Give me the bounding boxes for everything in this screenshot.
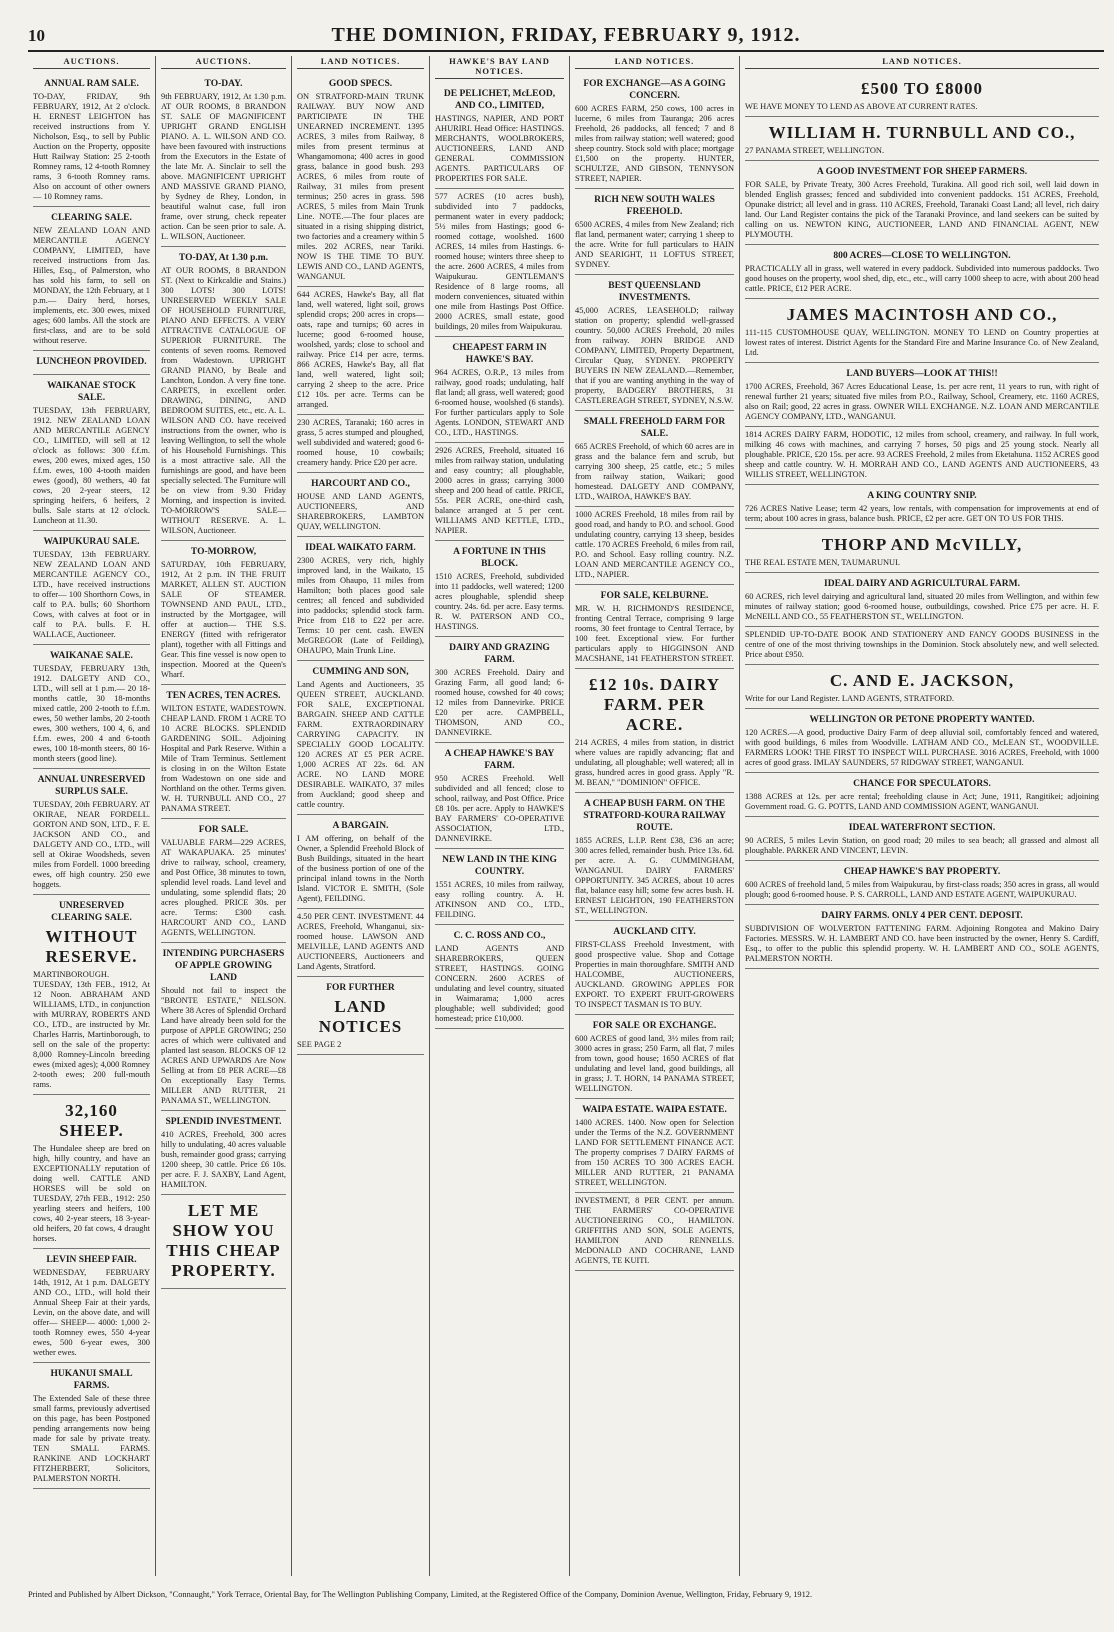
classified-ad (297, 415, 424, 473)
ad-body: 1510 ACRES, Freehold, subdivided into 11 paddocks, well watered; 1200 acres ploughable, splendid sheep country. 24s. 6d. per acre. Easy terms. R. W. PATERSON AND CO., HASTINGS. (435, 572, 564, 631)
classified-ad (575, 411, 734, 507)
ad-title: CLEARING SALE. (51, 213, 132, 223)
classified-ad (33, 645, 150, 769)
classified-ad (33, 769, 150, 895)
ad-body: SATURDAY, 10th FEBRUARY, 1912, At 2 p.m. IN THE FRUIT MARKET, ALLEN ST. AUCTION SALE OF STEAMER. TOWNSEND AND PAUL, LTD., instructed by the Mortgagee, will offer at auction— THE S.S. ENERGY (fitted with refrigerator plant), together with all Fittings and Gear. This fine vessel is now open to inspection. Moored at the Queen's Wharf. (161, 560, 286, 679)
classified-ad (161, 685, 286, 819)
classified-ad (575, 669, 734, 793)
ad-column (430, 56, 570, 1576)
ad-body: 600 ACRES of good land, 3½ miles from rail; 3000 acres in grass; 250 Farm, all flat, 7 miles from town, good house; 1650 ACRES of flat undulating and level land, good buildings, all in grass; J. T. HORN, 14 PANAMA STREET, WELLINGTON. (575, 1034, 734, 1093)
classified-ad (575, 275, 734, 411)
ad-body: LAND AGENTS AND SHAREBROKERS, QUEEN STREET, HASTINGS. GOING CONCERN. 2600 ACRES of undulating and level country, situated in Waimarama; 1,000 acres ploughable; well subdivided; good homestead; price £10,000. (435, 944, 564, 1023)
ad-body: 230 ACRES, Taranaki; 160 acres in grass, 5 acres stumped and ploughed, well subdivided and watered; good 6-roomed house, 10 cowbails; creamery handy. Price £20 per acre. (297, 418, 424, 467)
ad-column (28, 56, 156, 1576)
ad-body: I AM offering, on behalf of the Owner, a Splendid Freehold Block of Bush Buildings, situated in the heart of the business portion of one of the principal inland towns in the North Island. VICTOR E. SMITH, (Sole Agent), FEILDING. (297, 834, 424, 903)
classified-ad (33, 895, 150, 1095)
classified-ad (575, 1015, 734, 1099)
classified-ad (161, 541, 286, 685)
ad-headline: 32,160 SHEEP. (59, 1101, 124, 1140)
ad-title: HARCOURT AND CO., (311, 479, 410, 489)
ad-title: TEN ACRES, TEN ACRES. (166, 691, 281, 701)
ad-title: TO-DAY. (204, 79, 243, 89)
ad-body: 1551 ACRES, 10 miles from railway, easy rolling country. A. H. ATKINSON AND CO., LTD., FEILDING. (435, 880, 564, 919)
ad-body: TUESDAY, FEBRUARY 13th, 1912. DALGETY AND CO., LTD., will sell at 1 p.m.— 20 18-months cattle, 30 18-months mixed cattle, 200 2-tooth to f.f.m. ewes, 50 wether lambs, 20 2-tooth ewes, 300 wethers, 100 4, 6, and f.f.m. ewes, 200 4 and 6-tooth ewes, 100 18-month steers, 80 16-month steers (good line). (33, 664, 150, 763)
ad-headline: LAND NOTICES (318, 997, 403, 1036)
classified-ad (745, 627, 1099, 665)
ad-body: Land Agents and Auctioneers, 35 QUEEN STREET, AUCKLAND. FOR SALE, EXCEPTIONAL BARGAIN. SHEEP AND CATTLE FARM. EXTRAORDINARY CARRYING CAPACITY. IN SPECIALLY GOOD LOCALITY. 120 ACRES AT £5 PER ACRE. 1,000 ACRES AT 22s. 6d. AN ACRE. NO LAND MORE DESIRABLE. WAIKATO, 37 miles from Auckland; good sheep and cattle country. (297, 680, 424, 809)
classified-ad (575, 189, 734, 275)
classified-ad (297, 537, 424, 661)
classified-ad (745, 573, 1099, 627)
classified-ad (745, 529, 1099, 573)
ad-body: 4.50 PER CENT. INVESTMENT. 44 ACRES, Freehold, Whanganui, six-roomed house. LAWSON AND MELVILLE, LAND AGENTS AND AUCTIONEERS, Auctioneers and Land Agents, Stratford. (297, 912, 424, 971)
ad-body: 1388 ACRES at 12s. per acre rental; freeholding clause in Act; June, 1911, Rangitikei; adjoining Government road. G. G. POTTS, LAND AND COMMISSION AGENT, WANGANUI. (745, 792, 1099, 811)
ad-headline: JAMES MACINTOSH AND CO., (786, 305, 1058, 324)
classified-ad (297, 909, 424, 977)
classified-ad (575, 585, 734, 669)
ad-body: 644 ACRES, Hawke's Bay, all flat land, well watered, light soil, grows splendid crops; 200 acres in crops—oats, rape and turnips; 60 acres in lucerne; good 6-roomed house, woolshed, yards; close to school and railway. Price £14 per acre, terms. 866 ACRES, Hawke's Bay, all flat land, well watered, light soil; carrying 2 sheep to the acre. Price £12 10s. per acre. Terms can be arranged. (297, 290, 424, 409)
ad-title: WAIKANAE SALE. (50, 651, 133, 661)
ad-title: LUNCHEON PROVIDED. (36, 357, 147, 367)
classified-ad (435, 849, 564, 925)
page-columns (28, 56, 1104, 1576)
classified-ad (435, 189, 564, 337)
ad-title: C. C. ROSS AND CO., (453, 931, 546, 941)
ad-title: 800 ACRES—CLOSE TO WELLINGTON. (833, 251, 1011, 261)
ad-body: 6500 ACRES, 4 miles from New Zealand; rich flat land, permanent water; carrying 1 sheep to the acre. Write for full particulars to HAIN AND SEARIGHT, 11 LOFTUS STREET, SYDNEY. (575, 220, 734, 269)
classified-ad (161, 73, 286, 247)
classified-ad (435, 83, 564, 189)
ad-title: HUKANUI SMALL FARMS. (50, 1369, 133, 1391)
ad-body: MR. W. H. RICHMOND'S RESIDENCE, fronting Central Terrace, comprising 9 large rooms, 30 feet frontage to Central Terrace, by 100 feet. Exceptional view. For further particulars apply to HIGGINSON AND MACSHANE, 141 FEATHERSTON STREET. (575, 604, 734, 663)
classified-ad (435, 637, 564, 743)
ad-title: TO-DAY, At 1.30 p.m. (178, 253, 269, 263)
ad-title: WAIPA ESTATE. WAIPA ESTATE. (582, 1105, 727, 1115)
masthead (28, 24, 1104, 52)
ad-body: 726 ACRES Native Lease; term 42 years, low rentals, with compensation for improvements at end of term; about 100 acres in grass, balance bush. PRICE, £2 per acre. GET ON TO US FOR THIS. (745, 504, 1099, 523)
classified-ad (33, 1363, 150, 1489)
classified-ad (745, 427, 1099, 485)
classified-ad (33, 531, 150, 645)
classified-ad (745, 117, 1099, 161)
ad-title: BEST QUEENSLAND INVESTMENTS. (608, 281, 701, 303)
ad-body: 600 ACRES of freehold land, 5 miles from Waipukurau, by first-class roads; 350 acres in grass, all would plough; good 6-roomed house. P. S. CARROLL, LAND AND ESTATE AGENT, WAIPUKURAU. (745, 880, 1099, 899)
classified-ad (435, 743, 564, 849)
ad-body: 120 ACRES.—A good, productive Dairy Farm of deep alluvial soil, comfortably fenced and watered, with good buildings, 6 miles from Woodville. LATHAM AND CO., McLEAN ST., WOODVILLE. FARMERS LOOK! THE FIRST TO INSPECT WILL PURCHASE. 3016 ACRES, Freehold, with 1000 acres of good grass. IMLAY SAUNDERS, 57 RIDGWAY STREET, WANGANUI. (745, 728, 1099, 767)
column-heading: HAWKE'S BAY LAND NOTICES. (435, 56, 564, 79)
classified-ad (435, 337, 564, 443)
ad-body: 2300 ACRES, very rich, highly improved land, in the Waikato, 15 miles from Ohaupo, 11 miles from Hamilton; both places good sale centres; all fenced and subdivided into paddocks; splendid stock farm. Price from £18 to £22 per acre. Terms: 10 per cent. cash. EWEN McGREGOR (Late of Feilding), OHAUPO, Main Trunk Line. (297, 556, 424, 655)
ad-title: FOR EXCHANGE—AS A GOING CONCERN. (583, 79, 726, 101)
ad-title: TO-MORROW, (190, 547, 257, 557)
classified-ad (575, 1099, 734, 1193)
ad-body: AT OUR ROOMS, 8 BRANDON ST. (Next to Kirkcaldie and Stains.) 300 LOTS! 300 LOTS! UNRESERVED WEEKLY SALE OF HOUSEHOLD FURNITURE, PIANO AND EFFECTS. A VERY ATTRACTIVE CATALOGUE OF SUPERIOR FURNITURE. The contents of seven rooms. Removed from Wadestown. UPRIGHT GRAND PIANO, by Beale and Lanchton, London. A very fine tone. CARPETS, in excellent order. DRAWING, DINING, AND BEDROOM SUITES, etc., etc. A. L. WILSON AND CO. have received instructions from the owner, who is leaving Wellington, to sell the whole of his Household Furnishings. This is a most attractive sale. All the furnishings are good, and have been specially selected. The Furniture will be on view from 9.30 Friday Morning, and inspection is invited. TO-MORROW'S SALE—WITHOUT RESERVE. A. L. WILSON, Auctioneer. (161, 266, 286, 535)
ad-body: 214 ACRES, 4 miles from station, in district where values are rapidly advancing; flat and undulating, all ploughable; well watered; all in grass, hundred acres in good grass. Apply "R. M. BEAN," "DOMINION" OFFICE. (575, 738, 734, 787)
classified-ad (575, 921, 734, 1015)
ad-title: DE PELICHET, McLEOD, AND CO., LIMITED, (443, 89, 556, 111)
ad-title: RICH NEW SOUTH WALES FREEHOLD. (594, 195, 715, 217)
classified-ad (33, 1249, 150, 1363)
classified-ad (745, 709, 1099, 773)
classified-ad (161, 819, 286, 943)
ad-body: MARTINBOROUGH. TUESDAY, 13th FEB., 1912, At 12 Noon. ABRAHAM AND WILLIAMS, LTD., in conjunction with MURRAY, ROBERTS AND CO., LTD., are instructed by Mr. Charles Harris, Martinborough, to sell on the sale of the property: 8,000 Romney-Lincoln breeding ewes (mixed ages); 4,000 Romney 2-tooth ewes; 200 full-mouth rams. (33, 970, 150, 1089)
classified-ad (161, 247, 286, 541)
classified-ad (297, 661, 424, 815)
ad-body: NEW ZEALAND LOAN AND MERCANTILE AGENCY COMPANY, LIMITED, have received instructions from Jas. Hilles, Esq., of Palmerston, who has sold his farm, to sell on MONDAY, the 12th February, at 1 p.m.— Dairy herd, horses, implements, etc. 300 ewes, mixed ages; 600 lambs. All the stock are first-class, and are to be sold without reserve. (33, 226, 150, 345)
classified-ad (745, 861, 1099, 905)
ad-title: LEVIN SHEEP FAIR. (46, 1255, 137, 1265)
ad-body: ON STRATFORD-MAIN TRUNK RAILWAY. BUY NOW AND PARTICIPATE IN THE UNEARNED INCREMENT. 1395 ACRES, 3 miles from Railway, 8 miles from present terminus at Whangamomona; 400 acres in good grass, balance in good bush. 293 ACRES, 6 miles from route of Railway, 31 miles from present terminus; 250 acres in grass. 598 ACRES, 5 miles from Main Trunk Line. NOTE.—The four places are situated in a rising shipping district, two factories and a creamery within 5 miles. 202 ACRES, near Tariki. NOW IS THE TIME TO BUY. LEWIS AND CO., LAND AGENTS, WANGANUI. (297, 92, 424, 281)
ad-title: WAIKANAE STOCK SALE. (47, 381, 136, 403)
classified-ad (33, 375, 150, 531)
ad-body: SPLENDID UP-TO-DATE BOOK AND STATIONERY AND FANCY GOODS BUSINESS in the centre of one of the most thriving townships in the Dominion. Stock absolutely new, and well selected. Price about £950. (745, 630, 1099, 659)
ad-body: 665 ACRES Freehold, of which 60 acres are in grass and the balance fern and scrub, but carrying 300 sheep, 25 cattle, etc.; 5 miles from railway station, Waikari; good homestead. DALGETY AND COMPANY, LTD., WAIROA, HAWKE'S BAY. (575, 442, 734, 501)
imprint: Printed and Published by Albert Dickson, "Connaught," York Terrace, Oriental Bay, for The Wellington Publishing Company, Limited, at the Registered Office of the Company, Dominion Avenue, Wellington, Friday, February 9, 1912. (28, 1590, 813, 1599)
classified-ad (575, 1193, 734, 1271)
ad-body: 1814 ACRES DAIRY FARM, HODOTIC, 12 miles from school, creamery, and railway. In full work, milking 46 cows with machines, and carrying 7 horses, 50 pigs and 25 young stock. Nearly all ploughable. PRICE, £20 15s. per acre. 93 ACRES Freehold, 2 miles from Eketahuna. 1152 ACRES good sheep and cattle country. W. H. MORRAH AND CO., LAND AGENTS AND AUCTIONEERS, 43 WILLIS STREET, WELLINGTON. (745, 430, 1099, 479)
ad-title: AUCKLAND CITY. (613, 927, 696, 937)
classified-ad (745, 665, 1099, 709)
ad-title: INTENDING PURCHASERS OF APPLE GROWING LAND (162, 949, 285, 983)
ad-title: FOR SALE. (198, 825, 249, 835)
classified-ad (745, 245, 1099, 299)
ad-body: 950 ACRES Freehold. Well subdivided and all fenced; close to school, railway, and Post Office. Price £8 10s. per acre. Apply to HAWKE'S BAY FARMERS' CO-OPERATIVE ASSOCIATION, LTD., DANNEVIRKE. (435, 774, 564, 843)
ad-body: 90 ACRES, 5 miles Levin Station, on good road; 20 miles to sea beach; all grassed and almost all ploughable. PARKER AND VINCENT, LEVIN. (745, 836, 1099, 855)
classified-ad (575, 507, 734, 585)
classified-ad (161, 1195, 286, 1289)
ad-title: IDEAL WATERFRONT SECTION. (848, 823, 996, 833)
classified-ad (297, 473, 424, 537)
column-heading: LAND NOTICES. (297, 56, 424, 69)
classified-ad (161, 943, 286, 1111)
ad-title: CHEAPEST FARM IN HAWKE'S BAY. (452, 343, 547, 365)
ad-body: 1700 ACRES, Freehold, 367 Acres Educational Lease, 1s. per acre rent, 11 years to run, with right of renewal further 21 years; situated five miles from P.O., Railway, School, Creamery, etc. 1160 ACRES, also on Rail; good, 22 acres in grass. OWNER WILL EXCHANGE. N.Z. LOAN AND MERCANTILE AGENCY COMPANY, LTD., WANGANUI. (745, 382, 1099, 421)
ad-title: IDEAL DAIRY AND AGRICULTURAL FARM. (824, 579, 1020, 589)
ad-body: FIRST-CLASS Freehold Investment, with good prospective value. Shop and Cottage Properties in main thoroughfare. SMITH AND HALCOMBE, AUCTIONEERS, AUCKLAND. GROWING APPLES FOR EXPORT. TO EXPERT FRUIT-GROWERS TO INSPECT TASMAN IS TO BUY. (575, 940, 734, 1009)
ad-body: PRACTICALLY all in grass, well watered in every paddock. Subdivided into numerous paddocks. Two good houses on the property, wool shed, dip, etc., etc., will carry 1000 sheep to acre, with about 200 head cattle. PRICE, £12 PER ACRE. (745, 264, 1099, 293)
ad-body: THE REAL ESTATE MEN, TAUMARUNUI. (745, 558, 900, 567)
ad-title: FOR SALE, KELBURNE. (600, 591, 709, 601)
classified-ad (745, 773, 1099, 817)
ad-body: 2926 ACRES, Freehold, situated 16 miles from railway station, undulating and easy country; all ploughable, 2000 acres in grass; carrying 3000 sheep and 200 head of cattle. PRICE, 55s. PER ACRE, one-third cash, balance arranged at 5 per cent. WILLIAMS AND KETTLE, LTD., NAPIER. (435, 446, 564, 535)
ad-title: UNRESERVED CLEARING SALE. (51, 901, 132, 923)
ad-body: INVESTMENT, 8 PER CENT. per annum. THE FARMERS' CO-OPERATIVE AUCTIONEERING CO., HAMILTON. GRIFFITHS AND SON, SOLE AGENTS, HAMILTON AND RENNELLS. McDONALD AND COCHRANE, LAND AGENTS, TE KUITI. (575, 1196, 734, 1265)
ad-title: NEW LAND IN THE KING COUNTRY. (442, 855, 557, 877)
ad-title: A BARGAIN. (332, 821, 389, 831)
ad-body: WILTON ESTATE, WADESTOWN. CHEAP LAND. FROM 1 ACRE TO 10 ACRE BLOCKS. SPLENDID GARDENING SOIL. Adjoining Hospital and Park Reserve. Within a Mile of Tram Terminus. Settlement is closing in on the Wilton Estate from Wadestown on one side and Northland on the other. Terms given. W. H. TURNBULL AND CO., 27 PANAMA STREET. (161, 704, 286, 813)
ad-headline: C. AND E. JACKSON, (829, 671, 1015, 690)
classified-ad (297, 287, 424, 415)
ad-title: GOOD SPECS. (328, 79, 393, 89)
ad-title: DAIRY AND GRAZING FARM. (449, 643, 550, 665)
ad-column (156, 56, 292, 1576)
ad-title: ANNUAL UNRESERVED SURPLUS SALE. (37, 775, 146, 797)
classified-ad (745, 817, 1099, 861)
ad-column (292, 56, 430, 1576)
ad-column (570, 56, 740, 1576)
ad-body: 45,000 ACRES, LEASEHOLD; railway station on property; splendid well-grassed country. 50,000 ACRES Freehold, 20 miles from railway. JOHN BRIDGE AND COMPANY, LIMITED, Property Department, Circular Quay, SYDNEY. PROPERTY BUYERS IN NEW ZEALAND.—Remember, that if you are wanting anything in the way of property, BADGERY BROTHERS, 31 CASTLEREAGH STREET, SYDNEY, N.S.W. (575, 306, 734, 405)
classified-ad (435, 443, 564, 541)
ad-headline: £500 TO £8000 (861, 79, 983, 98)
ad-body: 27 PANAMA STREET, WELLINGTON. (745, 146, 885, 155)
ad-title: CHEAP HAWKE'S BAY PROPERTY. (843, 867, 1001, 877)
ad-title: A CHEAP HAWKE'S BAY FARM. (444, 749, 555, 771)
classified-ad (435, 541, 564, 637)
ad-body: TUESDAY, 13th FEBRUARY. NEW ZEALAND LOAN AND MERCANTILE AGENCY CO., LTD., have received instructions to offer— 100 Shorthorn Cows, in calf to P.A. bulls; 60 Shorthorn Cows, with calves at foot or in calf to P.A. bulls. F. H. WALLACE, Auctioneer. (33, 550, 150, 639)
classified-ad (575, 793, 734, 921)
ad-headline: THORP AND McVILLY, (821, 535, 1023, 554)
classified-ad (575, 73, 734, 189)
classified-ad (297, 977, 424, 1055)
ad-title: IDEAL WAIKATO FARM. (305, 543, 416, 553)
classified-ad (435, 925, 564, 1029)
ad-title: LAND BUYERS—LOOK AT THIS!! (846, 369, 998, 379)
classified-ad (745, 73, 1099, 117)
ad-body: 577 ACRES (10 acres bush), subdivided into 7 paddocks, permanent water in every paddock; 5½ miles from Hastings; good 6-roomed cottage, woolshed. 1600 ACRES, 14 miles from Hastings. 6-roomed house; winters three sheep to the acre. 2600 ACRES, 4 miles from Waipukurau. GENTLEMAN'S Residence of 8 large rooms, all modern conveniences, situated within one mile from Hastings Post Office. 2000 ACRES, small estate, good buildings, 20 miles from Waipukurau. (435, 192, 564, 331)
ad-title: WAIPUKURAU SALE. (43, 537, 140, 547)
ad-body: VALUABLE FARM—229 ACRES, AT WAKAPUAKA. 25 minutes' drive to railway, school, creamery, and Post Office, 38 minutes to town, splendid level roads. Land level and undulating, some splendid flats; 20 acres ploughed. PRICE 30s. per acre. Terms: £300 cash. HARCOURT AND CO., LAND AGENTS, WELLINGTON. (161, 838, 286, 937)
ad-body: 1000 ACRES Freehold, 18 miles from rail by good road, and handy to P.O. and school. Good undulating country, carrying 13 sheep, besides cattle. 170 ACRES Freehold, 6 miles from rail, P.O. and School. Easy rolling country. N.Z. LOAN AND MERCANTILE AGENCY CO., LTD., NAPIER. (575, 510, 734, 579)
classified-ad (161, 1111, 286, 1195)
ad-body: SUBDIVISION OF WOLVERTON FATTENING FARM. Adjoining Rongotea and Makino Dairy Factories. MESSRS. W. H. LAMBERT AND CO. have been instructed by the owner, Henry S. Cardiff, Esq., to offer to the public this splendid property. W. H. LAMBERT AND CO., SOLE AGENTS, PALMERSTON NORTH. (745, 924, 1099, 963)
ad-body: WE HAVE MONEY TO LEND AS ABOVE AT CURRENT RATES. (745, 102, 978, 111)
ad-title: ANNUAL RAM SALE. (44, 79, 139, 89)
ad-body: 60 ACRES, rich level dairying and agricultural land, situated 20 miles from Wellington, and within few minutes of railway station; good 6-roomed house, outbuildings, cowshed. Price £75 per acre. H. F. McNEILL AND CO., 55 FEATHERSTON ST., WELLINGTON. (745, 592, 1099, 621)
ad-headline: WILLIAM H. TURNBULL AND CO., (768, 123, 1076, 142)
classified-ad (33, 351, 150, 375)
ad-title: DAIRY FARMS. ONLY 4 PER CENT. DEPOSIT. (821, 911, 1023, 921)
ad-body: 300 ACRES Freehold. Dairy and Grazing Farm, all good land; 6-roomed house, cowshed for 40 cows; 12 miles from Dannevirke. PRICE £20 per acre. CAMPBELL, THOMSON, AND CO., DANNEVIRKE. (435, 668, 564, 737)
classified-ad (33, 1095, 150, 1249)
ad-body: 1855 ACRES, L.I.P. Rent £38, £36 an acre; 300 acres felled, remainder bush. Price 13s. 6d. per acre. A. G. CUMMINGHAM, WANGANUI. DAIRY FARMERS' OPPORTUNITY. 345 ACRES, about 10 acres flat, balance easy hill; some few acres bush. H. ERNEST LEIGHTON, 190 FEATHERSTON ST., WELLINGTON. (575, 836, 734, 915)
ad-title: A GOOD INVESTMENT FOR SHEEP FARMERS. (816, 167, 1028, 177)
classified-ad (745, 299, 1099, 363)
ad-body: The Hundalee sheep are bred on high, hilly country, and have an EXCEPTIONALLY reputation of doing well. CATTLE AND HORSES will be sold on TUESDAY, 27th FEB., 1912: 250 yearling steers and heifers, 100 cows, 40 2-year steers, 18 3-year-old heifers, 20 fat cows, 4 draught horses. (33, 1144, 150, 1243)
classified-ad (745, 905, 1099, 969)
ad-body: 9th FEBRUARY, 1912, At 1.30 p.m. AT OUR ROOMS, 8 BRANDON ST. SALE OF MAGNIFICENT UPRIGHT GRAND ENGLISH PIANO. A. L. WILSON AND CO. have been favoured with instructions from the Executors in the Estate of the late Mr. A. Sinclair to sell the above. MAGNIFICENT UPRIGHT AND MASSIVE GRAND PIANO, by Sydney de Rhey, London, in beautiful walnut case, full iron frame, over strung, check repeater action. Can be seen prior to sale. A. L. WILSON, Auctioneer. (161, 92, 286, 241)
column-heading: LAND NOTICES. (745, 56, 1099, 69)
newspaper-title: THE DOMINION, FRIDAY, FEBRUARY 9, 1912. (331, 24, 801, 46)
column-heading: LAND NOTICES. (575, 56, 734, 69)
ad-body: 1400 ACRES. 1400. Now open for Selection under the Terms of the N.Z. GOVERNMENT LAND FOR SETTLEMENT FINANCE ACT. The property comprises 7 DAIRY FARMS of from 150 ACRES TO 300 ACRES EACH. MILLER AND RUTTER, 21 PANAMA STREET, WELLINGTON. (575, 1118, 734, 1187)
ad-body: TUESDAY, 13th FEBRUARY, 1912. NEW ZEALAND LOAN AND MERCANTILE AGENCY CO., LIMITED, will sell at 12 o'clock as follows: 300 f.f.m. ewes, 200 ewes, mixed ages, 150 f.f.m. ewes, 100 4-tooth maiden ewes (good), 80 wethers, 40 fat cows, 20 2-year steers, 12 springing heifers, 6 heifers, 2 bulls. Sale starts at 12 o'clock. Luncheon at 11.30. (33, 406, 150, 525)
ad-column (740, 56, 1104, 1576)
ad-body: TO-DAY, FRIDAY, 9th FEBRUARY, 1912, At 2 o'clock. H. ERNEST LEIGHTON has received instructions from Y. Nicholson, Esq., to sell by Public Auction on the Property, opposite Hutt Railway Station: 25 2-tooth Romney rams, 12 4-tooth Romney rams, 3 6-tooth Romney rams. Also on account of other owners— 10 Romney rams. (33, 92, 150, 201)
ad-body: HASTINGS, NAPIER, AND PORT AHURIRI. Head Office: HASTINGS. MERCHANTS, WOOLBROKERS, AUCTIONEERS, LAND AND GENERAL COMMISSION AGENTS. PARTICULARS OF PROPERTIES FOR SALE. (435, 114, 564, 183)
page-number: 10 (28, 26, 45, 45)
classified-ad (33, 207, 150, 351)
ad-headline: £12 10s. DAIRY FARM. PER ACRE. (589, 675, 720, 734)
ad-title: A FORTUNE IN THIS BLOCK. (453, 547, 546, 569)
ad-title: CHANCE FOR SPECULATORS. (853, 779, 991, 789)
ad-title: A KING COUNTRY SNIP. (867, 491, 977, 501)
classified-ad (297, 815, 424, 909)
classified-ad (745, 485, 1099, 529)
ad-body: HOUSE AND LAND AGENTS, AUCTIONEERS, AND SHAREBROKERS, LAMBTON QUAY, WELLINGTON. (297, 492, 424, 531)
ad-body: WEDNESDAY, FEBRUARY 14th, 1912, At 1 p.m. DALGETY AND CO., LTD., will hold their Annual Sheep Fair at their yards, Levin, on the above date, and will offer— SHEEP— 4000: 1,000 2-tooth Romney ewes, 550 4-year ewes, 500 6-year ewes, 300 wether ewes. (33, 1268, 150, 1357)
column-heading: AUCTIONS. (33, 56, 150, 69)
ad-title: FOR FURTHER (326, 983, 395, 993)
column-heading: AUCTIONS. (161, 56, 286, 69)
ad-body: TUESDAY, 20th FEBRUARY. AT OKIRAE, NEAR FORDELL. GORTON AND SON, LTD., F. E. JACKSON AND CO., and DALGETY AND CO., LTD., will sell at Okirae Woodsheds, seven miles from Fordell. 1000 breeding ewes, off high country. 250 ewe hoggets. (33, 800, 150, 889)
ad-body: SEE PAGE 2 (297, 1040, 342, 1049)
ad-body: Should not fail to inspect the "BRONTE ESTATE," NELSON. Where 38 Acres of Splendid Orchard Land have already been sold for the purpose of APPLE GROWING; 250 acres of which were cultivated and planted last season. BLOCKS OF 12 ACRES AND UPWARDS Are Now Selling at from £8 PER ACRE—£8 On exceptionally Easy Terms. MILLER AND RUTTER, 21 PANAMA ST., WELLINGTON. (161, 986, 286, 1105)
ad-body: 600 ACRES FARM, 250 cows, 100 acres in lucerne, 6 miles from Tauranga; 206 acres Freehold, 26 paddocks, all fenced; 7 and 8 miles from railway station; well watered; good sheep country. Stock sold with place; mortgage £1,500 on the property. HUNTER, SCHULTZE, AND GIBSON, TENNYSON STREET, NAPIER. (575, 104, 734, 183)
ad-headline: LET ME SHOW YOU THIS CHEAP PROPERTY. (166, 1201, 281, 1280)
ad-title: WELLINGTON OR PETONE PROPERTY WANTED. (809, 715, 1035, 725)
ad-title: FOR SALE OR EXCHANGE. (592, 1021, 717, 1031)
ad-headline: WITHOUT RESERVE. (45, 927, 138, 966)
ad-title: SMALL FREEHOLD FARM FOR SALE. (583, 417, 726, 439)
ad-body: 964 ACRES, O.R.P., 13 miles from railway, good roads; undulating, half flat land; all grass, well watered; good 6-roomed house, woolshed (6 stands). For further particulars apply to Sole Agents. LONDON, STEWART AND CO., LTD., HASTINGS. (435, 368, 564, 437)
classified-ad (745, 161, 1099, 245)
ad-body: Write for our Land Register. LAND AGENTS, STRATFORD. (745, 694, 955, 703)
ad-body: 410 ACRES, Freehold, 300 acres hilly to undulating, 40 acres valuable bush, remainder good grass; carrying 1200 sheep, 30 cattle. Price £6 10s. per acre. F. J. SAXBY, Land Agent, HAMILTON. (161, 1130, 286, 1189)
ad-body: FOR SALE, by Private Treaty, 300 Acres Freehold, Turakina. All good rich soil, well laid down in blended English grasses; fenced and subdivided into convenient paddocks. 151 ACRES, Freehold, Opunake district; all level and in grass. 110 ACRES, Freehold, Taranaki Coast Land; all level, rich dairy land. Our Land Register contains the pick of the Taranaki Province, and land seekers can be suited by calling on us. NEWTON KING, AUCTIONEER, LAND AND FINANCIAL AGENT, NEW PLYMOUTH. (745, 180, 1099, 239)
ad-title: A CHEAP BUSH FARM. ON THE STRATFORD-KOURA RAILWAY ROUTE. (583, 799, 726, 833)
classified-ad (745, 363, 1099, 427)
classified-ad (33, 73, 150, 207)
ad-title: CUMMING AND SON, (312, 667, 409, 677)
classified-ad (297, 73, 424, 287)
ad-title: SPLENDID INVESTMENT. (165, 1117, 282, 1127)
ad-body: The Extended Sale of these three small farms, previously advertised on this page, has been Postponed pending arrangements now being made for sale by private treaty. TEN SMALL FARMS. RANKINE AND LOCKHART FITZHERBERT, Solicitors, PALMERSTON NORTH. (33, 1394, 150, 1483)
ad-body: 111-115 CUSTOMHOUSE QUAY, WELLINGTON. MONEY TO LEND on Country properties at lowest rates of interest. District Agents for the Standard Fire and Marine Insurance Co. of New Zealand, Ltd. (745, 328, 1099, 357)
